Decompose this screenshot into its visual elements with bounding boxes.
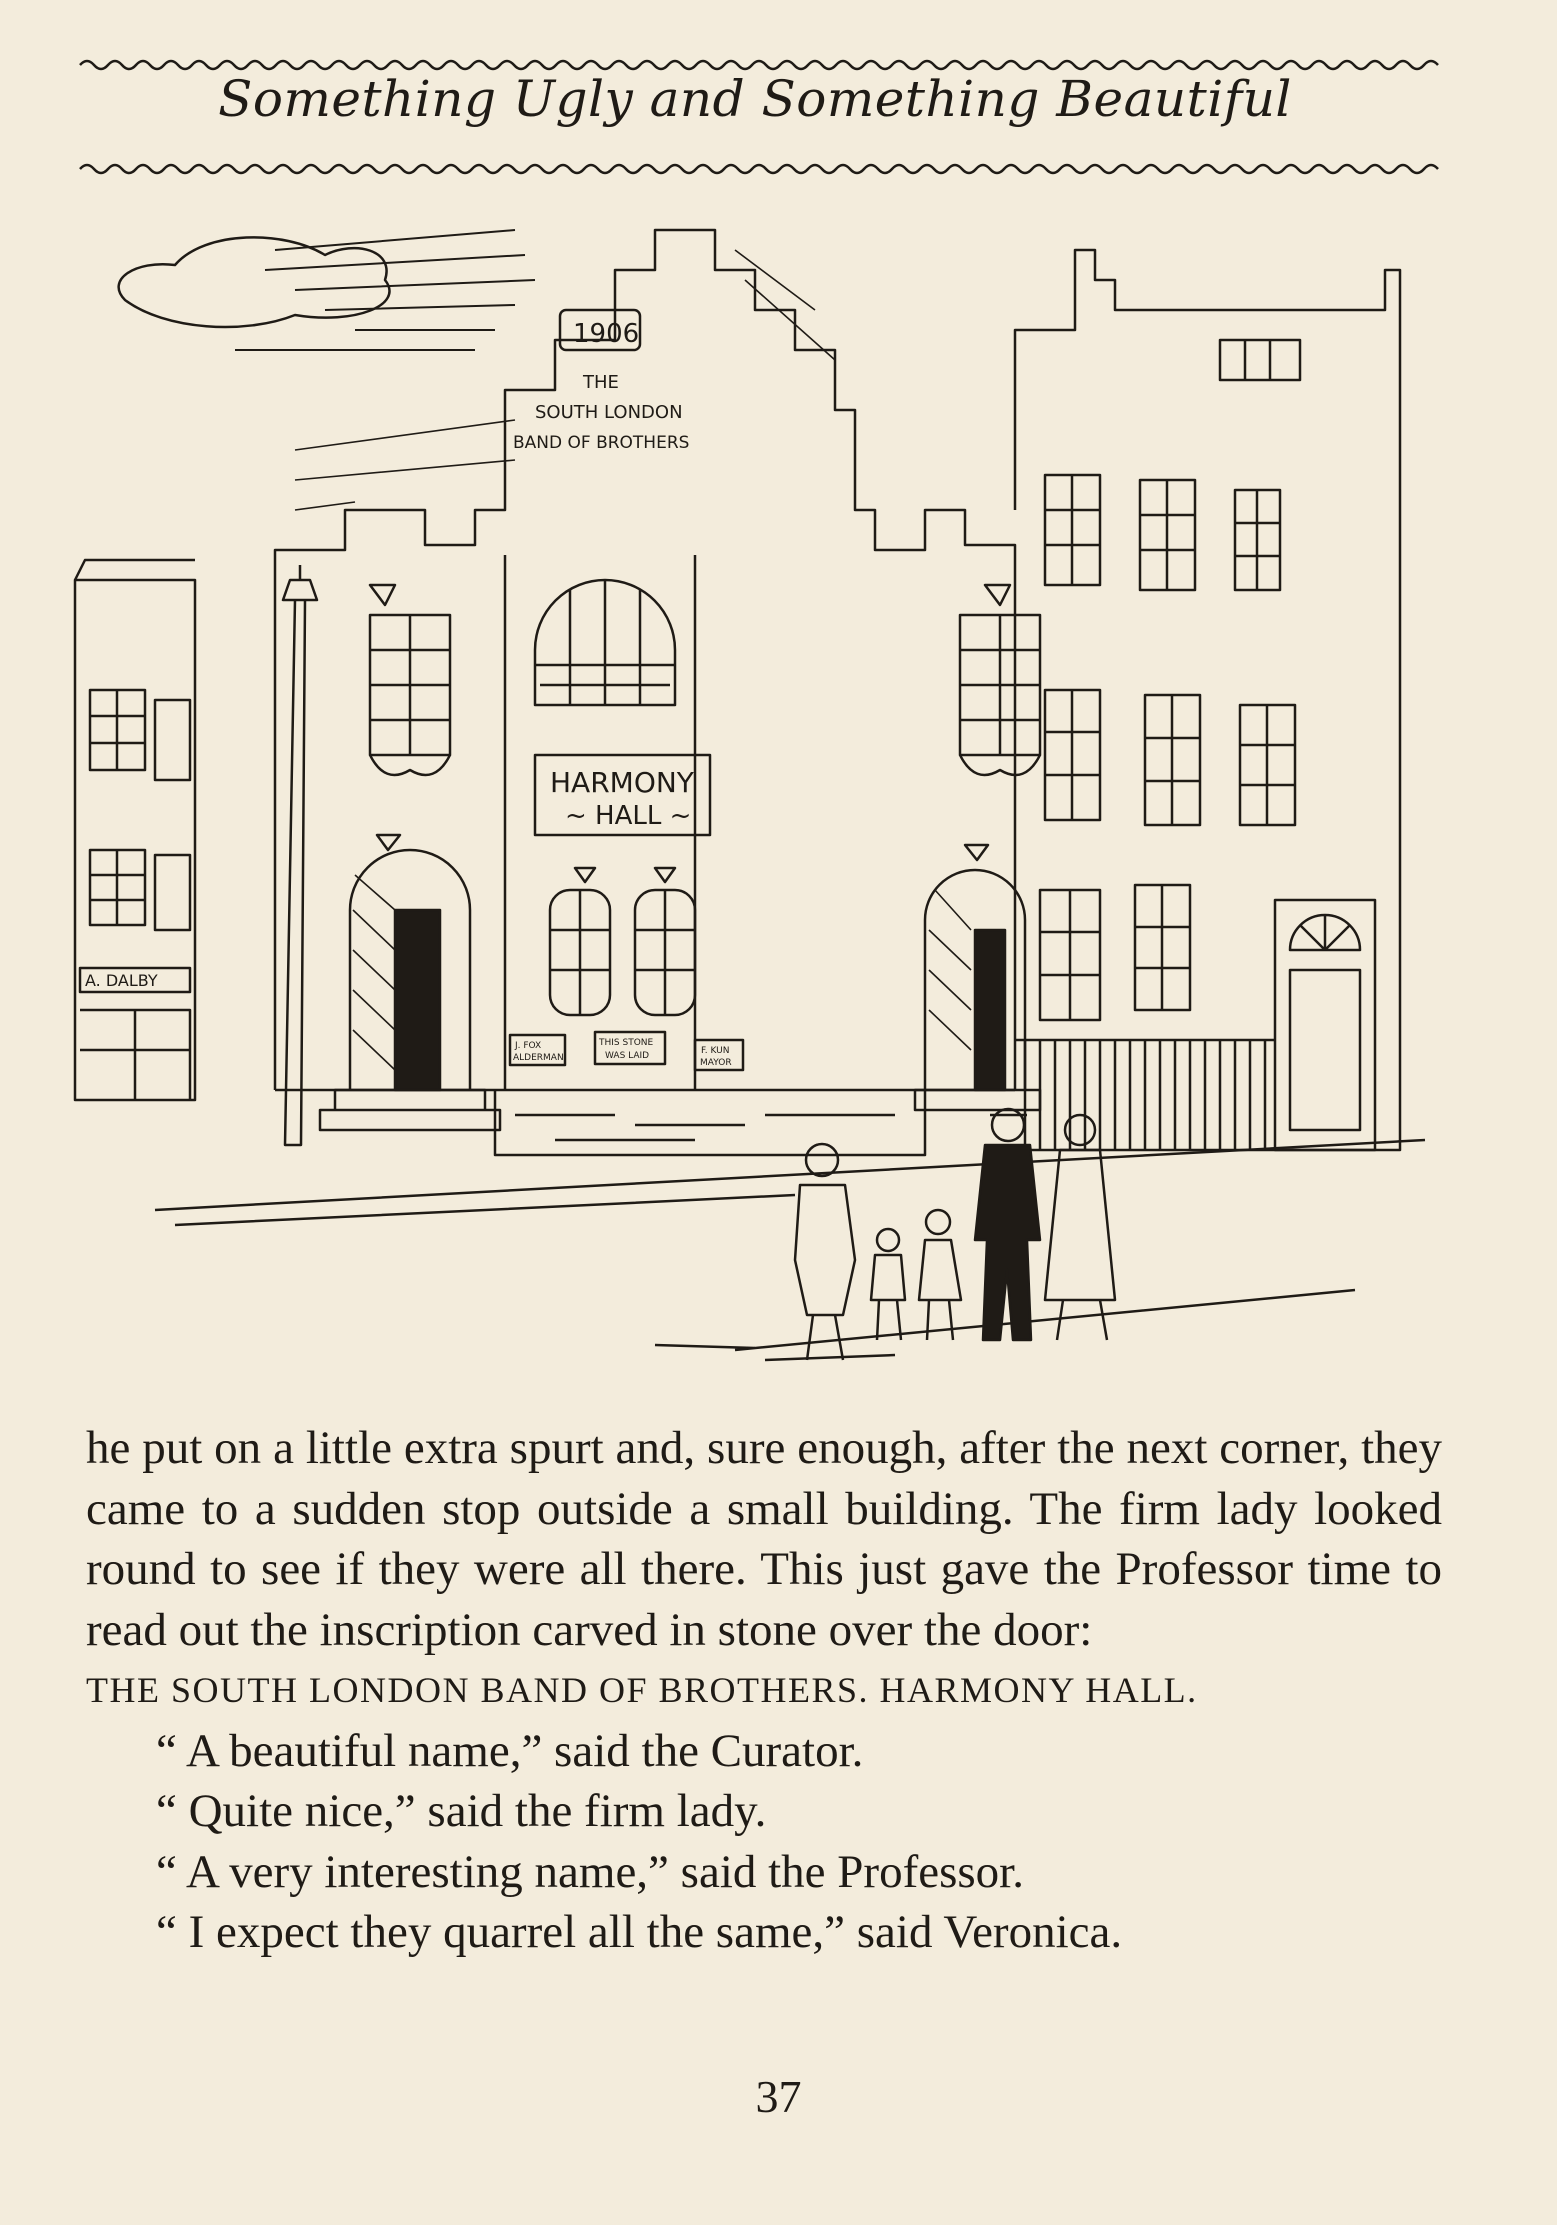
stone-3-text-a: F. KUN [701, 1046, 730, 1056]
body-text [86, 1418, 1442, 1963]
stone-2-text-b: WAS LAID [605, 1051, 650, 1061]
inscription-text: THE SOUTH LONDON BAND OF BROTHERS. HARMONY HALL. [86, 1670, 1198, 1710]
railings [1015, 1040, 1275, 1150]
figure-girl [919, 1210, 961, 1340]
wavy-rule-bottom [80, 158, 1430, 180]
street [155, 1140, 1425, 1360]
inscription-line-3: BAND OF BROTHERS [513, 433, 690, 453]
low-wall [495, 1090, 925, 1155]
stone-3-text-b: MAYOR [700, 1058, 732, 1068]
stone-1-text-b: ALDERMAN [513, 1053, 564, 1063]
left-doorway [320, 835, 500, 1130]
year-plaque-text: 1906 [573, 319, 640, 349]
inscription-line-1: THE [583, 372, 619, 393]
stone-2-text-a: THIS STONE [599, 1038, 654, 1048]
running-head-title: Something Ugly and Something Beautiful [218, 70, 1292, 128]
dialog-line-3: “ A very interesting name,” said the Professor. [156, 1845, 1024, 1898]
lower-window-right [635, 868, 695, 1015]
hall-sign-line-2: ~ HALL ~ [565, 801, 692, 831]
right-house [1015, 250, 1400, 1150]
cloud [119, 237, 390, 327]
upper-window-right [960, 585, 1040, 775]
page-number: 37 [755, 2071, 802, 2122]
stone-1-text-a: J. FOX [515, 1041, 542, 1051]
lamp-post [283, 565, 317, 1145]
paragraph-main: he put on a little extra spurt and, sure enough, after the next corner, they came to a sudden stop outside a small building. The firm lady looked round to see if they were all there. This just gave the Professor time to read out the inscription carved in stone over the door: [86, 1422, 1442, 1656]
figure-professor [975, 1109, 1040, 1340]
inscription-line-2: SOUTH LONDON [535, 402, 683, 423]
left-house [75, 560, 195, 1100]
arched-window [535, 580, 675, 705]
figure-woman [795, 1144, 855, 1360]
lower-window-left [550, 868, 610, 1015]
hall-facade [275, 230, 1015, 1090]
figure-boy [871, 1229, 905, 1340]
hall-sign-line-1: HARMONY [550, 766, 694, 799]
dialog-line-2: “ Quite nice,” said the firm lady. [156, 1785, 767, 1837]
upper-window-left [370, 585, 450, 775]
right-doorway [915, 845, 1040, 1110]
harmony-hall-illustration [85, 210, 1455, 1370]
dialog-line-4: “ I expect they quarrel all the same,” said Veronica. [156, 1906, 1123, 1958]
dialog-line-1: “ A beautiful name,” said the Curator. [156, 1724, 864, 1777]
running-head [80, 40, 1430, 190]
shop-sign-text: A. DALBY [85, 971, 158, 990]
sky-hatching [235, 230, 535, 350]
